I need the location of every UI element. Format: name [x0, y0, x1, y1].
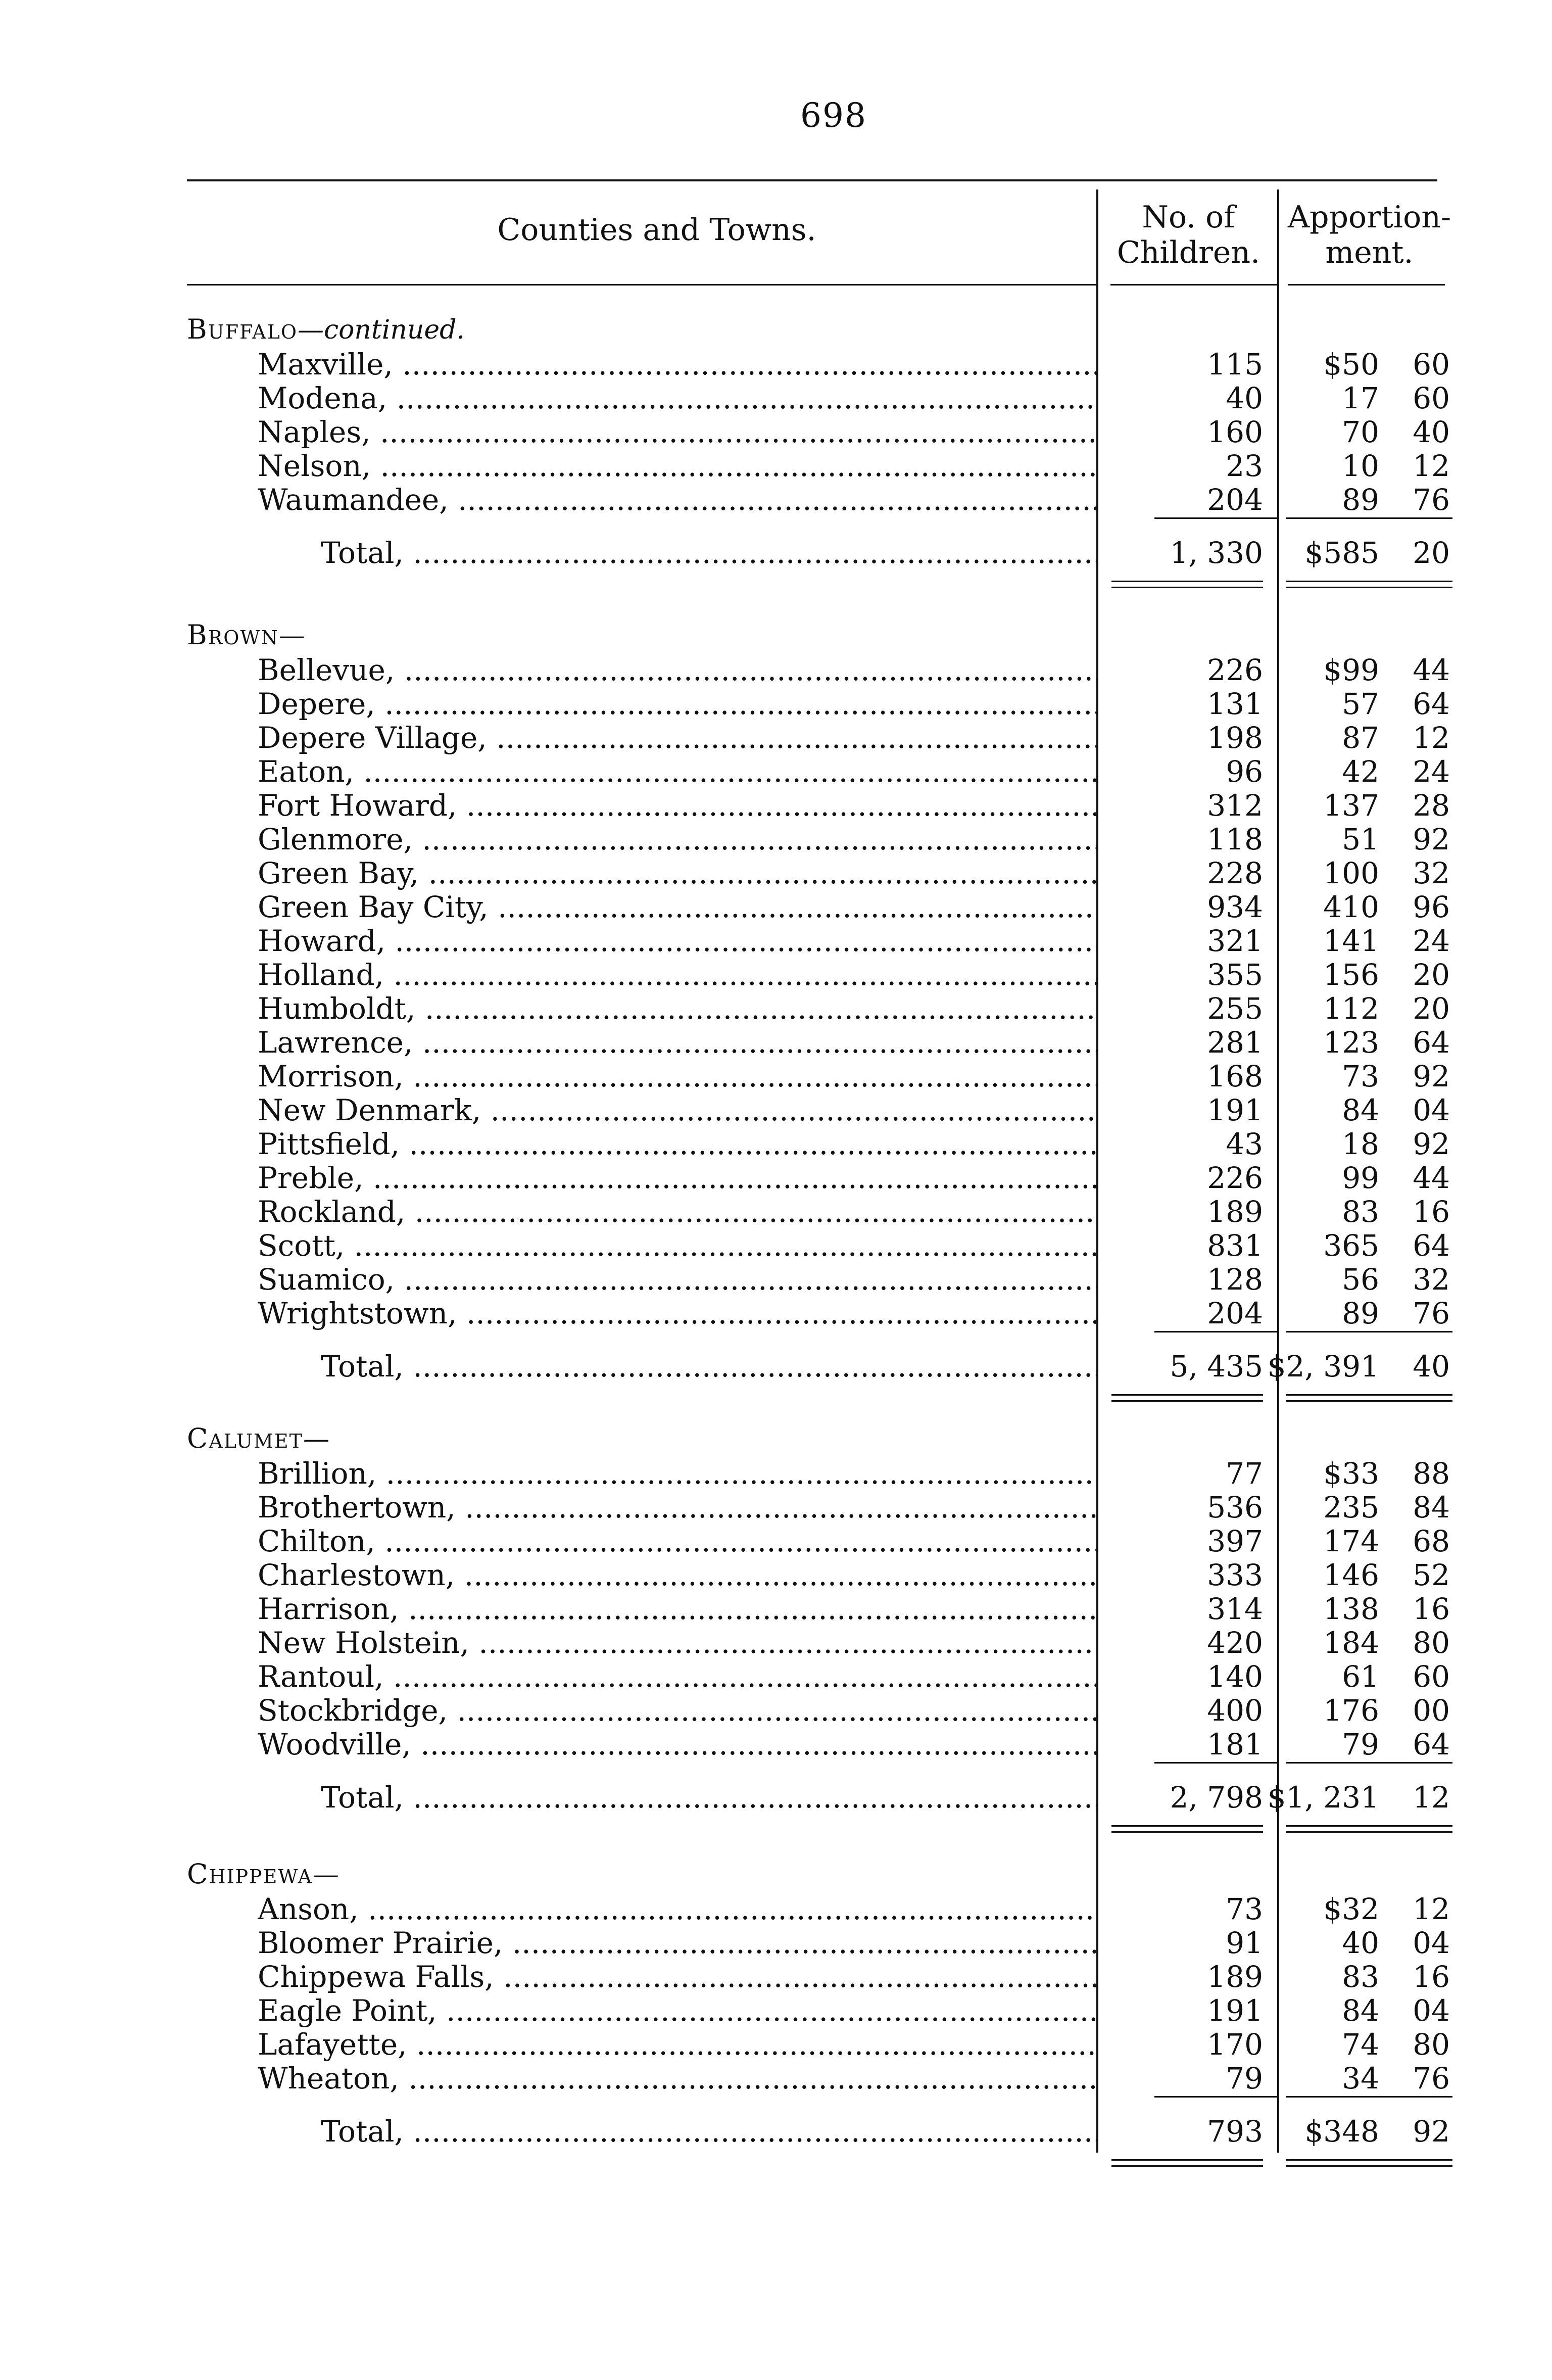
children-count: 73 — [1226, 1892, 1263, 1926]
amount-dollars: 74 — [1342, 2027, 1379, 2062]
amount-cents: 92 — [1413, 2114, 1450, 2149]
county-heading — [187, 1858, 339, 1890]
amount-cents: 92 — [1413, 1059, 1450, 1093]
children-count: 397 — [1207, 1524, 1263, 1558]
town-name: Harrison, ..... — [258, 1592, 1096, 1626]
header-bottom-rule — [187, 284, 1445, 285]
amount-cents: 64 — [1413, 1025, 1450, 1060]
table-row — [0, 788, 1552, 822]
town-name: Fort Howard, ..... — [258, 788, 1096, 823]
table-row — [0, 890, 1552, 924]
town-name: Morrison, ..... — [258, 1059, 1096, 1093]
children-count: 400 — [1207, 1693, 1263, 1728]
subtotal-rule-children — [1154, 517, 1278, 519]
county-suffix: —continued. — [297, 315, 465, 345]
town-name: Maxville, ..... — [258, 347, 1096, 382]
children-count: 5, 435 — [1170, 1349, 1263, 1384]
amount-cents: 12 — [1413, 1892, 1450, 1926]
amount-cents: 04 — [1413, 1926, 1450, 1960]
amount-cents: 64 — [1413, 687, 1450, 721]
total-rule-children — [1111, 2159, 1263, 2161]
total-rule-apportionment — [1286, 1825, 1452, 1827]
amount-cents: 80 — [1413, 1626, 1450, 1660]
table-row — [0, 991, 1552, 1025]
table-row — [0, 1659, 1552, 1693]
amount-cents: 20 — [1413, 958, 1450, 992]
amount-dollars: 410 — [1323, 890, 1379, 924]
amount-cents: 00 — [1413, 1693, 1450, 1728]
table-row — [0, 1490, 1552, 1524]
children-count: 226 — [1207, 653, 1263, 687]
table-row — [0, 1025, 1552, 1059]
children-count: 189 — [1207, 1960, 1263, 1994]
table-row — [0, 1228, 1552, 1262]
amount-dollars: 141 — [1323, 924, 1379, 958]
children-count: 118 — [1207, 822, 1263, 856]
town-name: Nelson, ..... — [258, 449, 1096, 483]
amount-dollars: 84 — [1342, 1993, 1379, 2028]
total-rule-apportionment-2 — [1286, 587, 1452, 588]
town-name: Green Bay City, ..... — [258, 890, 1096, 924]
table-row — [0, 856, 1552, 890]
amount-cents: 68 — [1413, 1524, 1450, 1558]
total-rule-apportionment-2 — [1286, 2165, 1452, 2167]
amount-dollars: 99 — [1342, 1161, 1379, 1195]
town-name: Woodville, ..... — [258, 1727, 1096, 1762]
amount-dollars: 73 — [1342, 1059, 1379, 1093]
children-count: 1, 330 — [1170, 536, 1263, 570]
children-count: 96 — [1226, 754, 1263, 789]
table-row — [0, 483, 1552, 516]
children-count: 23 — [1226, 449, 1263, 483]
table-row — [0, 1127, 1552, 1161]
town-name: Rockland, ..... — [258, 1195, 1096, 1229]
town-name: Brillion, ..... — [258, 1456, 1096, 1491]
amount-cents: 40 — [1413, 1349, 1450, 1384]
children-count: 2, 798 — [1170, 1780, 1263, 1815]
table-row — [0, 1626, 1552, 1659]
children-count: 160 — [1207, 415, 1263, 449]
amount-cents: 44 — [1413, 1161, 1450, 1195]
amount-dollars: $585 — [1304, 536, 1379, 570]
table-row — [0, 1296, 1552, 1330]
amount-dollars: 40 — [1342, 1926, 1379, 1960]
town-name: Depere, ..... — [258, 687, 1096, 721]
town-name: Modena, ..... — [258, 381, 1096, 415]
amount-cents: 24 — [1413, 924, 1450, 958]
total-rule-apportionment — [1286, 2159, 1452, 2161]
amount-cents: 80 — [1413, 2027, 1450, 2062]
amount-dollars: $99 — [1323, 653, 1379, 687]
amount-cents: 20 — [1413, 536, 1450, 570]
amount-cents: 12 — [1413, 721, 1450, 755]
amount-dollars: $50 — [1323, 347, 1379, 382]
total-row — [0, 1780, 1552, 1814]
total-rule-children — [1111, 581, 1263, 582]
amount-dollars: 70 — [1342, 415, 1379, 449]
total-label: Total, ..... — [321, 536, 1096, 570]
table-row — [0, 415, 1552, 449]
county-heading — [187, 1422, 329, 1454]
amount-dollars: 34 — [1342, 2061, 1379, 2096]
amount-cents: 16 — [1413, 1592, 1450, 1626]
town-name: Humboldt, ..... — [258, 991, 1096, 1026]
amount-dollars: 100 — [1323, 856, 1379, 890]
amount-cents: 16 — [1413, 1195, 1450, 1229]
total-label: Total, ..... — [321, 1349, 1096, 1384]
header-children-line1: No. of — [1142, 200, 1235, 235]
town-name: Green Bay, ..... — [258, 856, 1096, 890]
children-count: 355 — [1207, 958, 1263, 992]
table-row — [0, 1558, 1552, 1592]
amount-dollars: 83 — [1342, 1195, 1379, 1229]
subtotal-rule-apportionment — [1286, 517, 1452, 519]
children-count: 191 — [1207, 1093, 1263, 1127]
amount-cents: 84 — [1413, 1490, 1450, 1525]
amount-cents: 24 — [1413, 754, 1450, 789]
amount-dollars: 42 — [1342, 754, 1379, 789]
header-apportionment — [1282, 200, 1457, 270]
children-count: 128 — [1207, 1262, 1263, 1297]
table-row — [0, 1693, 1552, 1727]
table-row — [0, 958, 1552, 991]
table-row — [0, 381, 1552, 415]
town-name: Chippewa Falls, ..... — [258, 1960, 1096, 1994]
amount-cents: 32 — [1413, 856, 1450, 890]
town-name: Wrightstown, ..... — [258, 1296, 1096, 1330]
children-count: 198 — [1207, 721, 1263, 755]
children-count: 536 — [1207, 1490, 1263, 1525]
county-name: Buffalo — [187, 313, 298, 345]
total-rule-apportionment-2 — [1286, 1400, 1452, 1402]
amount-cents: 76 — [1413, 483, 1450, 517]
children-count: 321 — [1207, 924, 1263, 958]
header-rule-gap-2 — [1279, 281, 1288, 288]
amount-dollars: 174 — [1323, 1524, 1379, 1558]
table-row — [0, 1262, 1552, 1296]
amount-dollars: 235 — [1323, 1490, 1379, 1525]
amount-dollars: $1, 231 — [1267, 1780, 1379, 1815]
table-row — [0, 2061, 1552, 2095]
amount-cents: 04 — [1413, 1993, 1450, 2028]
total-rule-children-2 — [1111, 1831, 1263, 1833]
subtotal-rule-children — [1154, 1762, 1278, 1764]
children-count: 226 — [1207, 1161, 1263, 1195]
amount-dollars: $32 — [1323, 1892, 1379, 1926]
amount-dollars: 17 — [1342, 381, 1379, 415]
children-count: 79 — [1226, 2061, 1263, 2096]
town-name: Preble, ..... — [258, 1161, 1096, 1195]
children-count: 255 — [1207, 991, 1263, 1026]
children-count: 831 — [1207, 1228, 1263, 1263]
page-number: 698 — [800, 96, 867, 135]
county-suffix: — — [278, 621, 305, 651]
town-name: Pittsfield, ..... — [258, 1127, 1096, 1161]
total-label: Total, ..... — [321, 2114, 1096, 2149]
children-count: 281 — [1207, 1025, 1263, 1060]
town-name: New Holstein, ..... — [258, 1626, 1096, 1660]
county-name: Brown — [187, 619, 279, 651]
header-apportionment-line2: ment. — [1325, 235, 1414, 270]
amount-dollars: 51 — [1342, 822, 1379, 856]
town-name: Depere Village, ..... — [258, 721, 1096, 755]
header-rule-gap-1 — [1098, 281, 1110, 288]
amount-cents: 96 — [1413, 890, 1450, 924]
children-count: 43 — [1226, 1127, 1263, 1161]
total-label: Total, ..... — [321, 1780, 1096, 1815]
amount-dollars: 365 — [1323, 1228, 1379, 1263]
total-rule-apportionment — [1286, 1394, 1452, 1396]
amount-dollars: 87 — [1342, 721, 1379, 755]
children-count: 228 — [1207, 856, 1263, 890]
children-count: 934 — [1207, 890, 1263, 924]
amount-cents: 28 — [1413, 788, 1450, 823]
county-suffix: — — [303, 1424, 329, 1454]
amount-cents: 88 — [1413, 1456, 1450, 1491]
amount-dollars: 176 — [1323, 1693, 1379, 1728]
table-row — [0, 1727, 1552, 1761]
amount-dollars: 79 — [1342, 1727, 1379, 1762]
amount-dollars: 112 — [1323, 991, 1379, 1026]
table-row — [0, 1456, 1552, 1490]
amount-dollars: 138 — [1323, 1592, 1379, 1626]
table-row — [0, 1926, 1552, 1960]
children-count: 204 — [1207, 1296, 1263, 1330]
town-name: Waumandee, ..... — [258, 483, 1096, 517]
total-rule-children-2 — [1111, 2165, 1263, 2167]
table-row — [0, 2027, 1552, 2061]
amount-cents: 04 — [1413, 1093, 1450, 1127]
children-count: 140 — [1207, 1659, 1263, 1694]
town-name: Brothertown, ..... — [258, 1490, 1096, 1525]
children-count: 420 — [1207, 1626, 1263, 1660]
children-count: 131 — [1207, 687, 1263, 721]
amount-cents: 20 — [1413, 991, 1450, 1026]
amount-cents: 40 — [1413, 415, 1450, 449]
table-row — [0, 721, 1552, 754]
header-children-line2: Children. — [1117, 235, 1260, 270]
children-count: 312 — [1207, 788, 1263, 823]
total-rule-children-2 — [1111, 587, 1263, 588]
town-name: Scott, ..... — [258, 1228, 1096, 1263]
total-rule-children — [1111, 1394, 1263, 1396]
subtotal-rule-children — [1154, 1331, 1278, 1332]
table-row — [0, 1524, 1552, 1558]
children-count: 40 — [1226, 381, 1263, 415]
total-rule-apportionment — [1286, 581, 1452, 582]
total-rule-children — [1111, 1825, 1263, 1827]
total-rule-apportionment-2 — [1286, 1831, 1452, 1833]
amount-cents: 12 — [1413, 1780, 1450, 1815]
amount-cents: 44 — [1413, 653, 1450, 687]
amount-cents: 52 — [1413, 1558, 1450, 1592]
children-count: 170 — [1207, 2027, 1263, 2062]
subtotal-rule-apportionment — [1286, 1762, 1452, 1764]
total-rule-children-2 — [1111, 1400, 1263, 1402]
header-top-rule — [187, 179, 1437, 181]
town-name: Charlestown, ..... — [258, 1558, 1096, 1592]
subtotal-rule-apportionment — [1286, 2096, 1452, 2098]
total-row — [0, 2114, 1552, 2148]
amount-cents: 60 — [1413, 347, 1450, 382]
table-row — [0, 822, 1552, 856]
amount-cents: 64 — [1413, 1727, 1450, 1762]
county-suffix: — — [312, 1860, 339, 1890]
table-row — [0, 1592, 1552, 1626]
children-count: 115 — [1207, 347, 1263, 382]
county-name: Chippewa — [187, 1858, 313, 1890]
total-row — [0, 536, 1552, 569]
header-no-of-children — [1101, 200, 1276, 270]
town-name: Holland, ..... — [258, 958, 1096, 992]
town-name: Suamico, ..... — [258, 1262, 1096, 1297]
amount-dollars: 184 — [1323, 1626, 1379, 1660]
amount-cents: 92 — [1413, 822, 1450, 856]
town-name: Lawrence, ..... — [258, 1025, 1096, 1060]
amount-cents: 76 — [1413, 1296, 1450, 1330]
table-row — [0, 687, 1552, 721]
children-count: 77 — [1226, 1456, 1263, 1491]
table-row — [0, 1892, 1552, 1926]
table-row — [0, 1093, 1552, 1127]
amount-dollars: 10 — [1342, 449, 1379, 483]
amount-dollars: 56 — [1342, 1262, 1379, 1297]
amount-cents: 16 — [1413, 1960, 1450, 1994]
table-row — [0, 1993, 1552, 2027]
header-apportionment-line1: Apportion- — [1287, 200, 1451, 235]
town-name: Wheaton, ..... — [258, 2061, 1096, 2096]
table-row — [0, 1960, 1552, 1993]
amount-cents: 32 — [1413, 1262, 1450, 1297]
children-count: 189 — [1207, 1195, 1263, 1229]
amount-dollars: 84 — [1342, 1093, 1379, 1127]
children-count: 168 — [1207, 1059, 1263, 1093]
table-row — [0, 347, 1552, 381]
amount-dollars: 89 — [1342, 483, 1379, 517]
town-name: Bloomer Prairie, ..... — [258, 1926, 1096, 1960]
town-name: Stockbridge, ..... — [258, 1693, 1096, 1728]
children-count: 333 — [1207, 1558, 1263, 1592]
amount-dollars: 18 — [1342, 1127, 1379, 1161]
town-name: Chilton, ..... — [258, 1524, 1096, 1558]
table-row — [0, 653, 1552, 687]
town-name: Eaton, ..... — [258, 754, 1096, 789]
town-name: Bellevue, ..... — [258, 653, 1096, 687]
amount-cents: 60 — [1413, 1659, 1450, 1694]
amount-dollars: 156 — [1323, 958, 1379, 992]
header-counties-label: Counties and Towns. — [497, 212, 816, 248]
amount-dollars: 89 — [1342, 1296, 1379, 1330]
subtotal-rule-children — [1154, 2096, 1278, 2098]
table-row — [0, 1161, 1552, 1195]
amount-dollars: $2, 391 — [1267, 1349, 1379, 1384]
children-count: 314 — [1207, 1592, 1263, 1626]
town-name: Naples, ..... — [258, 415, 1096, 449]
county-heading — [187, 313, 465, 345]
town-name: Anson, ..... — [258, 1892, 1096, 1926]
amount-dollars: 123 — [1323, 1025, 1379, 1060]
town-name: New Denmark, ..... — [258, 1093, 1096, 1127]
town-name: Lafayette, ..... — [258, 2027, 1096, 2062]
county-heading — [187, 619, 305, 651]
children-count: 204 — [1207, 483, 1263, 517]
town-name: Eagle Point, ..... — [258, 1993, 1096, 2028]
county-name: Calumet — [187, 1422, 303, 1454]
header-counties-towns — [455, 212, 859, 248]
children-count: 793 — [1207, 2114, 1263, 2149]
town-name: Rantoul, ..... — [258, 1659, 1096, 1694]
table-row — [0, 1195, 1552, 1228]
children-count: 191 — [1207, 1993, 1263, 2028]
amount-cents: 92 — [1413, 1127, 1450, 1161]
table-row — [0, 1059, 1552, 1093]
amount-dollars: 83 — [1342, 1960, 1379, 1994]
children-count: 91 — [1226, 1926, 1263, 1960]
table-row — [0, 924, 1552, 958]
children-count: 181 — [1207, 1727, 1263, 1762]
amount-cents: 12 — [1413, 449, 1450, 483]
amount-cents: 60 — [1413, 381, 1450, 415]
amount-cents: 76 — [1413, 2061, 1450, 2096]
amount-dollars: 146 — [1323, 1558, 1379, 1592]
amount-dollars: 137 — [1323, 788, 1379, 823]
town-name: Glenmore, ..... — [258, 822, 1096, 856]
subtotal-rule-apportionment — [1286, 1331, 1452, 1332]
total-row — [0, 1349, 1552, 1383]
amount-dollars: $348 — [1304, 2114, 1379, 2149]
amount-dollars: 57 — [1342, 687, 1379, 721]
amount-cents: 64 — [1413, 1228, 1450, 1263]
amount-dollars: 61 — [1342, 1659, 1379, 1694]
amount-dollars: $33 — [1323, 1456, 1379, 1491]
table-row — [0, 754, 1552, 788]
town-name: Howard, ..... — [258, 924, 1096, 958]
table-row — [0, 449, 1552, 483]
